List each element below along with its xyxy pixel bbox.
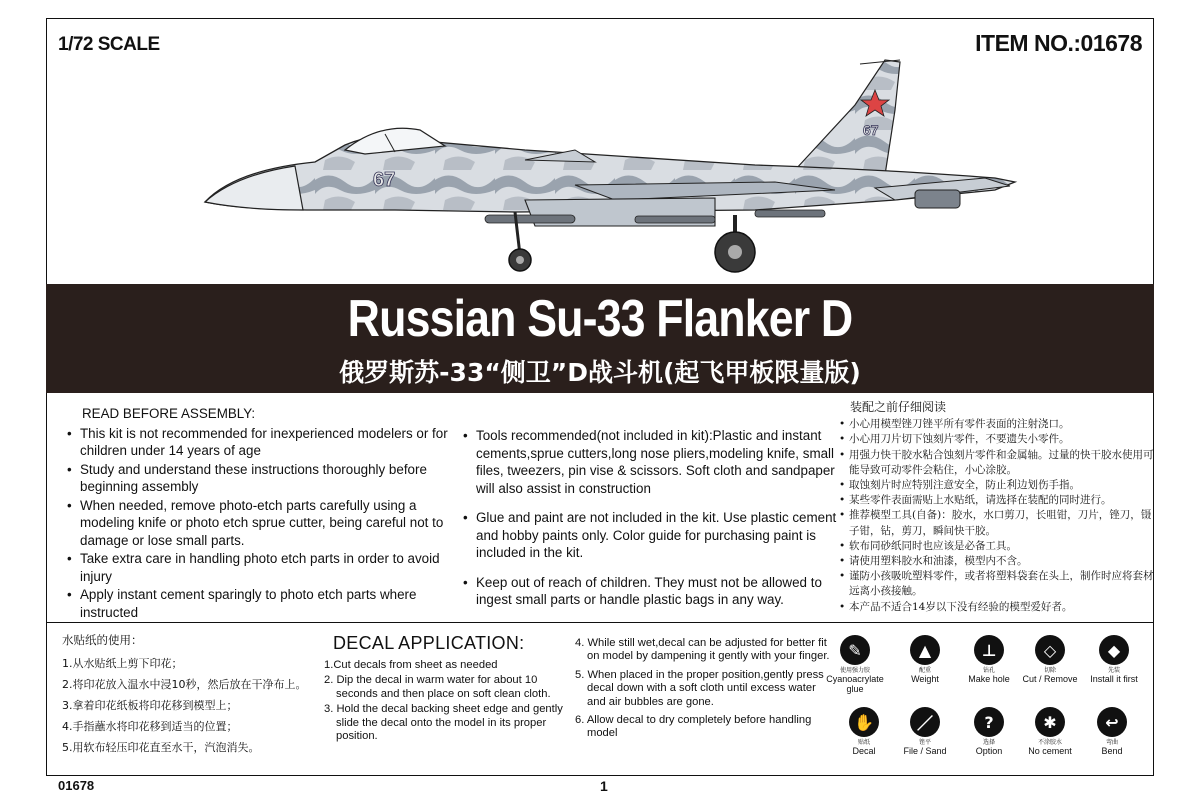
list-item: • Glue and paint are not included in the kit. Use plastic cement and hobby paints only. Color guide for purchasing paint is included in the kit. [460,509,838,562]
legend-cn-label: 使用强力胶 [839,667,870,674]
legend-cn-label: 弯曲 [1105,739,1118,746]
water-decal-step: 4.手指蘸水将印花移到适当的位置； [62,720,238,733]
water-decal-step: 1.从水贴纸上剪下印花； [62,657,183,670]
water-decal-section [62,630,332,758]
cn-notes-list [838,417,1158,615]
decal-step: 3. Hold the decal backing sheet edge and gently slide the decal onto the model in its proper position. [324,703,563,743]
legend-item-file-sand [895,707,955,756]
decal-application-title: DECAL APPLICATION: [333,633,525,653]
list-item: • 请使用塑料胶水和油漆，模型内不含。 [838,554,1158,569]
list-item: • 用强力快干胶水粘合蚀刻片零件和金属轴。过量的快干胶水使用可能导致可动零件会粘住，小心涂胶。 [838,448,1158,478]
legend-en-label: Install it first [1090,674,1138,684]
install-first-icon: ◆ [1099,635,1129,665]
list-item: • Tools recommended(not included in kit):Plastic and instant cements,sprue cutters,long nose pliers,modeling knife, small files, tweezers, pin vise & scissors. Soft cloth and sandpaper will also assist in construction [460,427,838,497]
legend-item-weight [895,635,955,684]
list-item: • 推荐模型工具(自备)：胶水，水口剪刀，长咀钳，刀片，锉刀，镊子钳，钻，剪刀，瞬间快干胶。 [838,508,1158,538]
legend-cn-label: 选择 [982,739,995,746]
list-item: • Take extra care in handling photo etch parts in order to avoid injury [64,550,454,585]
aircraft-illustration [195,50,1025,280]
option-icon: ? [974,707,1004,737]
decal-step: 4. While still wet,decal can be adjusted for better fit on model by dampening it gently with your finger. [575,637,830,663]
tools-list [460,427,838,609]
legend-en-label: Weight [911,674,939,684]
legend-cn-label: 先装 [1107,667,1120,674]
legend-en-label: Bend [1101,746,1123,756]
legend-cn-label: 配重 [918,667,931,674]
list-item: • 小心用刀片切下蚀刻片零件，不要遗失小零件。 [838,432,1158,447]
file-sand-icon: ／ [910,707,940,737]
footer-item-code: 01678 [58,778,95,793]
legend-item-drill [959,635,1019,684]
list-item: • 本产品不适合14岁以下没有经验的模型爱好者。 [838,600,1158,615]
scale-label: 1/72 SCALE [58,34,160,55]
decal-step: 6. Allow decal to dry completely before handling model [575,714,812,740]
tools-section [460,427,838,621]
list-item: • 某些零件表面需贴上水贴纸，请选择在装配的同时进行。 [838,493,1158,508]
bend-icon: ↩ [1097,707,1127,737]
legend-en-label: Cut / Remove [1022,674,1078,684]
no-cement-icon: ✱ [1035,707,1065,737]
legend-cn-label: 切除 [1043,667,1056,674]
decal-steps-left [324,659,574,745]
legend-en-label: No cement [1028,746,1072,756]
list-item: • When needed, remove photo-etch parts carefully using a modeling knife or photo etch sprue cutter, being careful not to damage or lose small parts. [64,497,454,550]
decal-steps-right [575,637,833,746]
list-item: • Study and understand these instructions thoroughly before beginning assembly [64,461,454,496]
legend-en-label: Option [975,746,1003,756]
tail-number: 67 [863,122,879,138]
legend-en-label: File / Sand [903,746,947,756]
legend-item-cut [1020,635,1080,684]
cn-notes-section [838,400,1158,615]
legend-item-decal [834,707,894,756]
legend-en-label: Cyanoacrylate glue [826,674,884,694]
page-number: 1 [600,778,608,794]
legend-cn-label: 钻孔 [982,667,995,674]
page-subtitle-cn: 俄罗斯苏-33“侧卫”D战斗机(起飞甲板限量版) [339,358,861,387]
list-item: • Keep out of reach of children. They must not be allowed to ingest small parts or handle plastic bags in any way. [460,574,838,609]
legend-cn-label: 锉平 [918,739,931,746]
drill-icon: ⊥ [974,635,1004,665]
decal-step: 1.Cut decals from sheet as needed [324,659,498,671]
list-item: • 软布同砂纸同时也应该是必备工具。 [838,539,1158,554]
legend-item-no-cement [1020,707,1080,756]
list-item: • This kit is not recommended for inexperienced modelers or for children under 14 years of age [64,425,454,460]
list-item: • 取蚀刻片时应特别注意安全，防止利边划伤手指。 [838,478,1158,493]
decal-step: 2. Dip the decal in warm water for about 10 seconds and then place on soft clean cloth. [324,674,551,700]
legend-cn-label: 不涂胶水 [1037,739,1062,746]
glue-icon: ✎ [840,635,870,665]
section-divider [46,622,1154,623]
cn-notes-heading: 装配之前仔细阅读 [850,400,947,414]
list-item: • 小心用模型锉刀锉平所有零件表面的注射浇口。 [838,417,1158,432]
legend-item-option [959,707,1019,756]
legend-item-bend [1082,707,1142,756]
legend-en-label: Decal [852,746,876,756]
read-before-list [64,425,454,622]
legend-item-glue [825,635,885,694]
weight-icon: ▲ [910,635,940,665]
item-number: ITEM NO.:01678 [975,30,1142,56]
decal-icon: ✋ [849,707,879,737]
page-title: Russian Su-33 Flanker D [347,290,853,348]
decal-step: 5. When placed in the proper position,gently press decal down with a soft cloth until excess water and air bubbles are gone. [575,668,824,708]
legend-en-label: Make hole [968,674,1010,684]
list-item: • 谨防小孩吸吮塑料零件，或者将塑料袋套在头上，制作时应将套材远离小孩接触。 [838,569,1158,599]
water-decal-title: 水贴纸的使用： [62,633,143,647]
nose-number: 67 [373,169,396,191]
legend-cn-label: 贴纸 [857,739,870,746]
list-item: • Apply instant cement sparingly to photo etch parts where instructed [64,586,454,621]
read-before-section [64,405,454,622]
water-decal-step: 2.将印花放入温水中浸10秒，然后放在干净布上。 [62,678,307,691]
water-decal-step: 3.拿着印花纸板将印花移到模型上； [62,699,238,712]
cut-icon: ◇ [1035,635,1065,665]
read-before-heading: READ BEFORE ASSEMBLY: [82,406,256,421]
water-decal-step: 5.用软布轻压印花直至水干，汽泡消失。 [62,741,260,754]
legend-item-install-first [1084,635,1144,684]
